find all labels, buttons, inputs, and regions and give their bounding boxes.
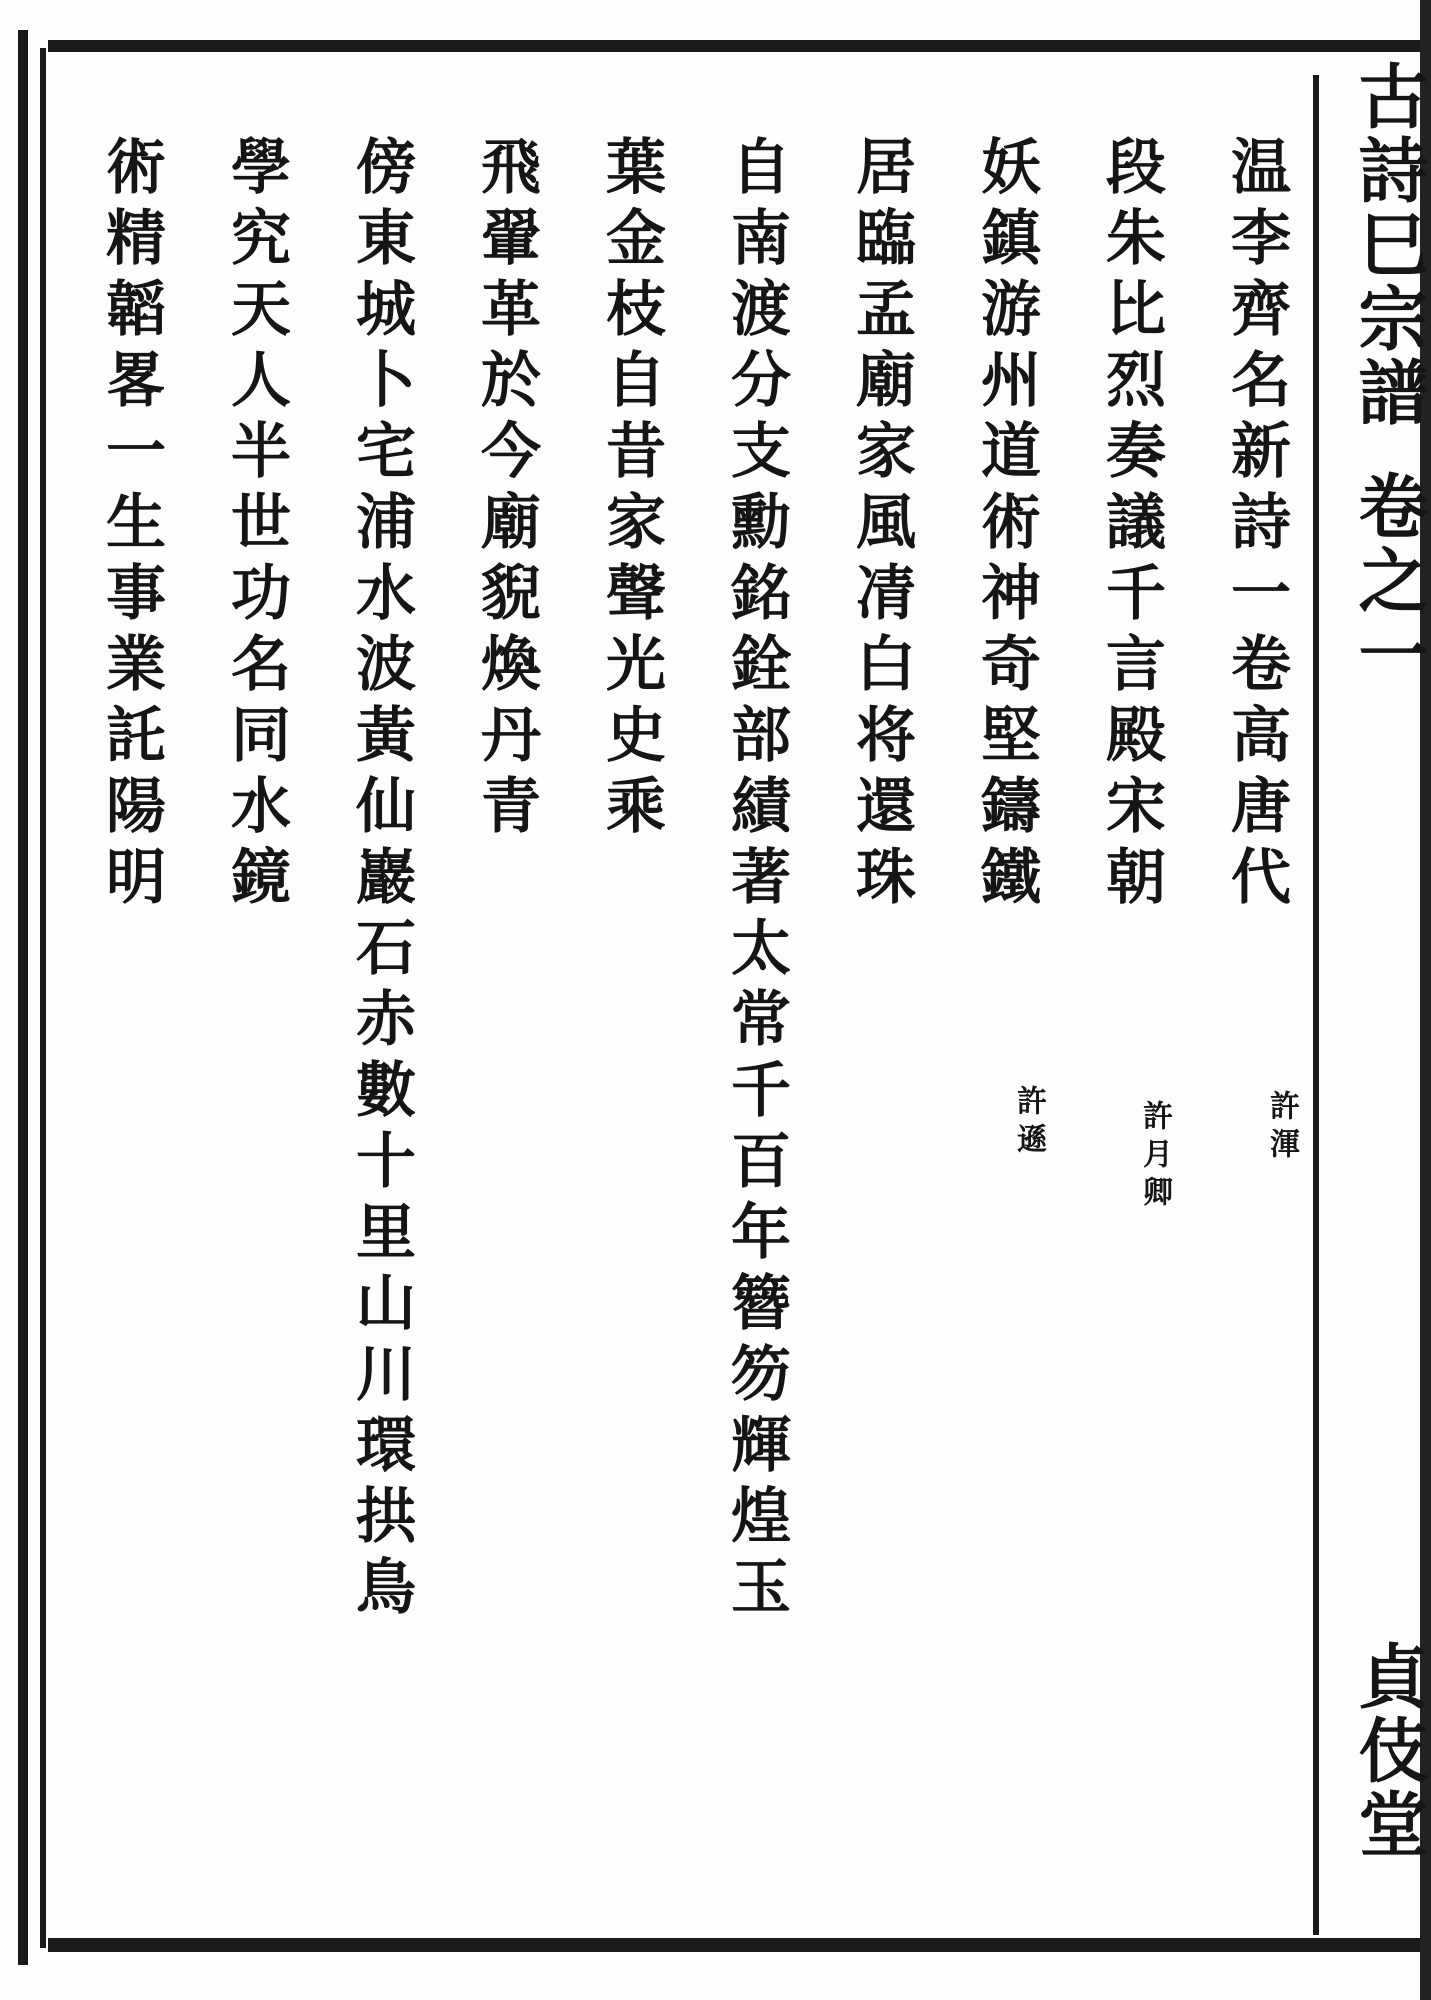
text-column-8: 傍東城卜宅浦水波黃仙巖石赤數十里山川環拱鳥: [346, 135, 416, 1626]
note-xu-xun: 許遜: [1011, 1085, 1046, 1161]
bottom-border-rule: [48, 1938, 1431, 1952]
text-column-5: 自南渡分支勳銘銓部績著太常千百年簪笏輝煌玉: [721, 135, 791, 1626]
margin-volume: 卷之一: [1347, 470, 1430, 692]
text-column-3: 妖鎮游州道術神奇堅鑄鐵: [971, 135, 1041, 916]
text-column-1: 温李齊名新詩一卷高唐代: [1221, 135, 1291, 916]
fore-edge-rule: [1313, 75, 1319, 1935]
text-column-6: 葉金枝自昔家聲光史乘: [596, 135, 666, 845]
text-column-10: 術精韜畧一生事業託陽明: [96, 135, 166, 916]
left-inner-rule: [40, 48, 46, 1948]
text-column-2: 段朱比烈奏議千言殿宋朝: [1096, 135, 1166, 916]
left-outer-rule: [18, 30, 28, 1965]
note-xu-hun: 許渾: [1264, 1090, 1299, 1166]
note-xu-yueqing: 許月卿: [1137, 1100, 1172, 1214]
text-column-9: 學究天人半世功名同水鏡: [221, 135, 291, 916]
margin-hall-name: 貞伎堂: [1347, 1640, 1430, 1862]
top-border-rule: [48, 40, 1431, 52]
margin-book-title: 古詩巳宗譜: [1347, 60, 1430, 430]
text-column-4: 居臨孟廟家風凊白将還珠: [846, 135, 916, 916]
text-column-7: 飛翬革於今廟貎煥丹青: [471, 135, 541, 845]
